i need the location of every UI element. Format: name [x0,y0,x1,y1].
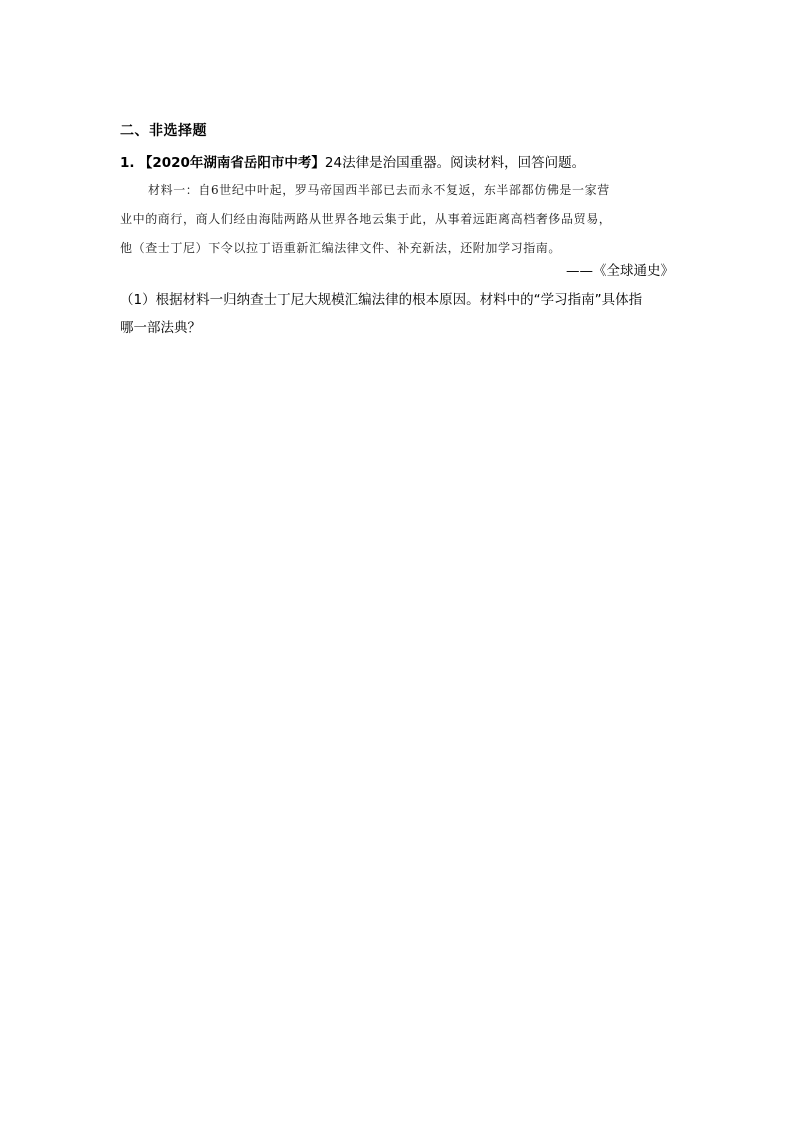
material-line-1: 材料一：自6世纪中叶起，罗马帝国西半部已去而永不复返，东半部都仿佛是一家营 [148,183,610,197]
section-title: 二、非选择题 [120,123,207,139]
question-stem [120,151,585,171]
sub-question-line-1: （1）根据材料一归纳查士丁尼大规模汇编法律的根本原因。材料中的“学习指南”具体指 [120,292,643,308]
material-citation: ——《全球通史》 [566,263,674,279]
question-source: 【2020年湖南省岳阳市中考】 [138,155,325,171]
question-text: 24法律是治国重器。阅读材料，回答问题。 [324,155,586,171]
sub-question-1 [120,286,676,342]
material-passage [120,181,676,271]
material-line-3: 他（查士丁尼）下令以拉丁语重新汇编法律文件、补充新法，还附加学习指南。 [120,241,562,255]
material-line-2: 业中的商行，商人们经由海陆两路从世界各地云集于此，从事着远距离高档奢侈品贸易， [120,212,612,226]
sub-question-line-2: 哪一部法典？ [120,320,201,336]
question-number: 1. [120,155,135,171]
